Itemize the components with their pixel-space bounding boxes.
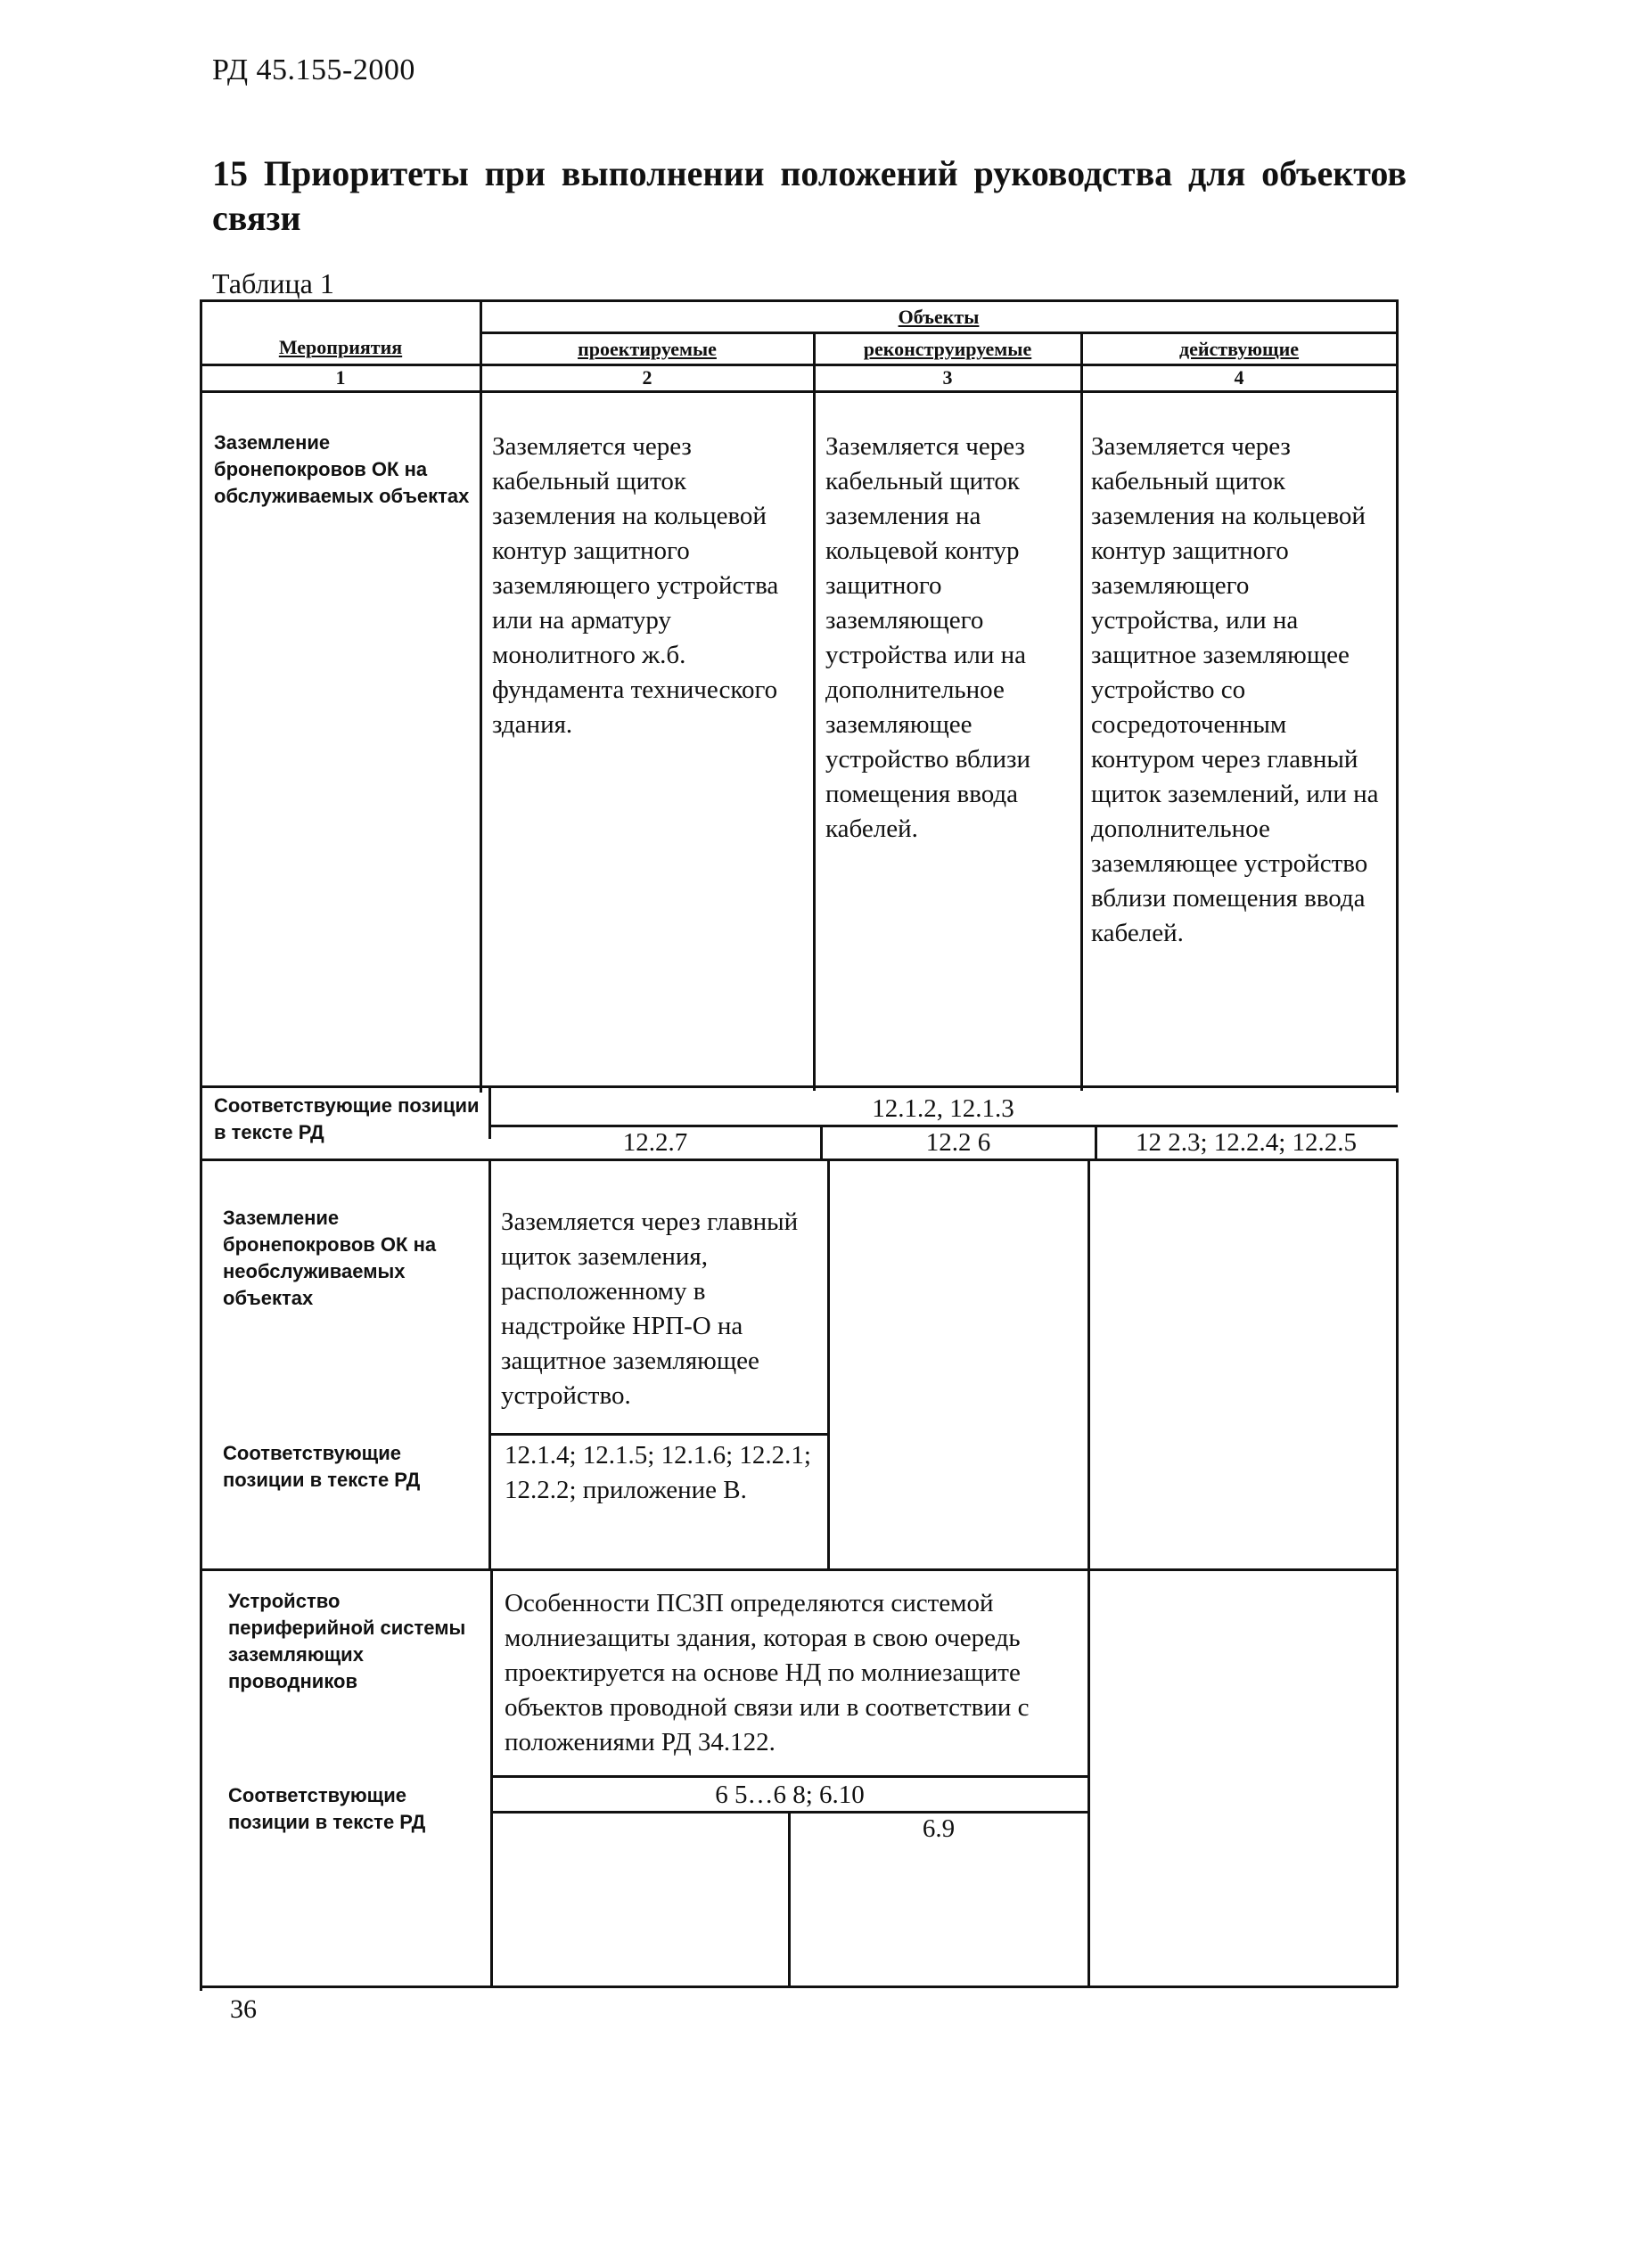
row3-refs-label: Соответствующие позиции в тексте РД	[228, 1784, 426, 1833]
objects-header: Объекты	[898, 306, 980, 328]
row1-col4-cell: Заземляется через кабельный щиток заземления на кольцевой контур защитного заземляющего устройства, или на защитное заземляющее устройство со сосредоточенным контуром через главный щиток заземлений, или на дополнительное заземляющее устройство вблизи помещения ввода кабелей.	[1091, 432, 1379, 947]
row3-refs-common: 6 5…6 8; 6.10	[715, 1781, 865, 1809]
row1-col2-cell: Заземляется через кабельный щиток заземления на кольцевой контур защитного заземляющего устройства или на арматуру монолитного ж.б. фундамента технического здания.	[492, 432, 779, 739]
row2-col2-cell: Заземляется через главный щиток заземления, расположенному в надстройке НРП-О на защитное заземляющее устройство.	[501, 1208, 799, 1410]
page-number: 36	[230, 1994, 257, 2024]
section-heading-continued: связи	[212, 198, 301, 238]
col3-header: реконструируемые	[863, 338, 1032, 360]
row1-refs-col2: 12.2.7	[622, 1128, 688, 1157]
row2-refs-label: Соответствующие позиции в тексте РД	[223, 1442, 421, 1491]
row3-refs-col3: 6.9	[922, 1814, 956, 1843]
col4-header: действующие	[1178, 338, 1300, 360]
row1-col3-cell: Заземляется через кабельный щиток заземления на кольцевой контур защитного заземляющего устройства или на дополнительное заземляющее устройство вблизи помещения ввода кабелей.	[825, 432, 1031, 843]
row1-refs-common: 12.1.2, 12.1.3	[872, 1094, 1014, 1123]
row1-refs-col3: 12.2 6	[925, 1128, 991, 1157]
table-caption: Таблица 1	[212, 267, 334, 299]
col2-number: 2	[642, 366, 652, 389]
document-code: РД 45.155-2000	[212, 53, 415, 86]
col2-header: проектируемые	[578, 338, 717, 360]
section-heading: 15 Приоритеты при выполнении положений руководства для объектов	[212, 153, 1407, 193]
col3-number: 3	[942, 366, 953, 389]
row2-label: Заземление бронепокровов ОК на необслуживаемых объектах	[223, 1207, 437, 1309]
row3-col23-cell: Особенности ПСЗП определяются системой молниезащиты здания, которая в свою очередь проектируется на основе НД по молниезащите объектов проводной связи или в соответствии с положениями РД 34.122.	[505, 1589, 1030, 1756]
row2-refs: 12.1.4; 12.1.5; 12.1.6; 12.2.1; 12.2.2; приложение В.	[505, 1441, 811, 1504]
row3-label: Устройство периферийной системы заземляющих проводников	[228, 1590, 466, 1692]
row1-refs-label: Соответствующие позиции в тексте РД	[214, 1094, 480, 1143]
col1-header: Мероприятия	[278, 336, 403, 358]
row1-refs-col4: 12 2.3; 12.2.4; 12.2.5	[1135, 1128, 1358, 1157]
col4-number: 4	[1234, 366, 1244, 389]
row1-label: Заземление бронепокровов ОК на обслуживаемых объектах	[214, 431, 470, 507]
col1-number: 1	[335, 366, 346, 389]
